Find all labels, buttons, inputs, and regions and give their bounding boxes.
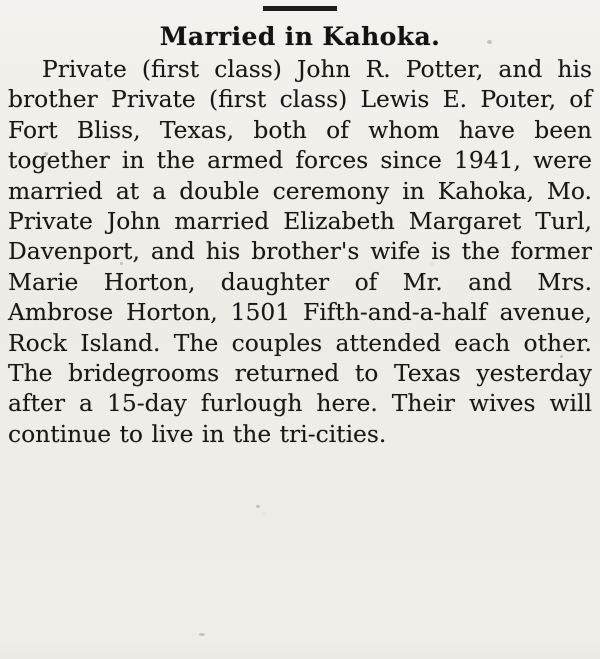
paper-speck bbox=[199, 633, 205, 636]
page-title: Married in Kahoka. bbox=[159, 22, 441, 51]
divider-rule bbox=[263, 6, 337, 11]
article-body bbox=[8, 54, 592, 449]
bottom-fade bbox=[0, 637, 600, 659]
article-text: Private (first class) John R. Potter, and his brother Private (first class) Lewis E. Poıter, of Fort Bliss, Texas, both of whom have been together in the armed forces since 1941, were married at a double ceremony in Kahoka, Mo. Private John married Elizabeth Margaret Turl, Davenport, and his brother's wife is the former Marie Horton, daughter of Mr. and Mrs. Ambrose Horton, 1501 Fifth-and-a-half avenue, Rock Island. The couples attended each other. The bridegrooms returned to Texas yesterday after a 15-day furlough here. Their wives will continue to live in the tri-cities. bbox=[8, 55, 592, 448]
paper-speck bbox=[256, 505, 260, 508]
